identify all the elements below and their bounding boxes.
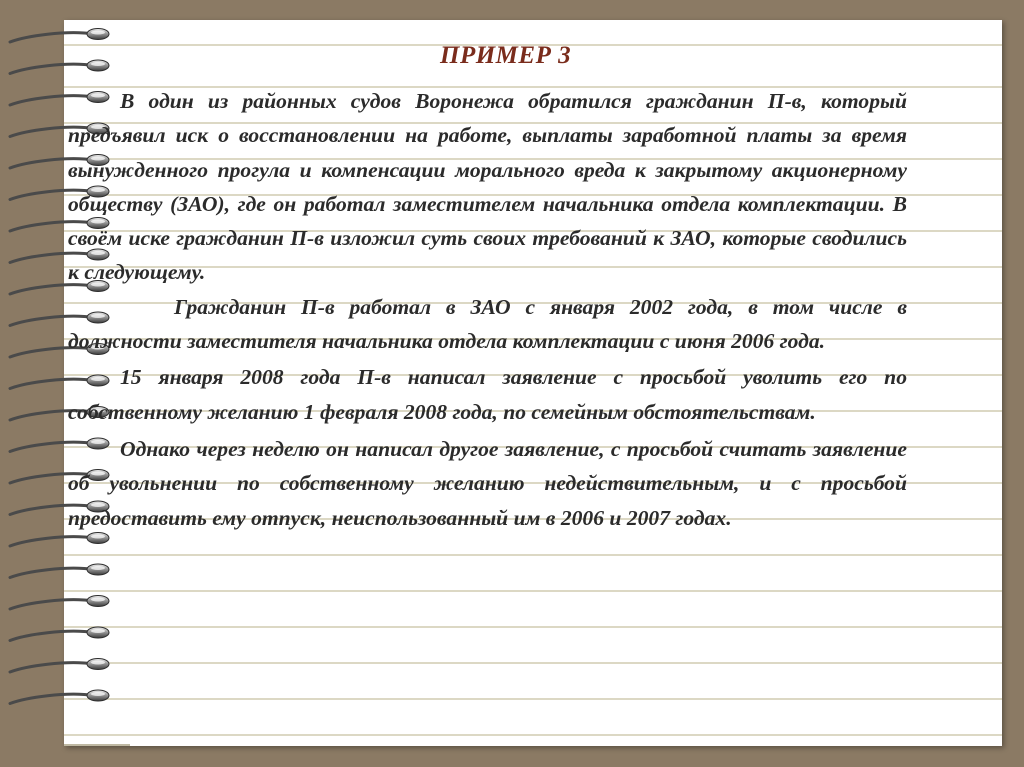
spiral-ring-icon xyxy=(10,60,109,74)
paragraph-1: В один из районных судов Воронежа обратился гражданин П-в, который предъявил иск о восстановлении на работе, выплаты заработной платы за время вынужденного прогула и компенсации морального вреда к закрытому акционерному обществу (ЗАО), где он работал заместителем начальника отдела комплектации. В своём иске гражданин П-в изложил суть своих требований к ЗАО, которые сводились к следующему. xyxy=(68,89,907,285)
spiral-ring-icon xyxy=(10,596,109,610)
spiral-ring-icon xyxy=(10,690,109,704)
spiral-ring-icon xyxy=(10,564,109,578)
paragraph-3: 15 января 2008 года П-в написал заявление с просьбой уволить его по собственному желанию 1 февраля 2008 года, по семейным обстоятельствам. xyxy=(68,365,907,424)
spiral-ring-icon xyxy=(10,627,109,641)
page-bottom-edge xyxy=(64,744,130,746)
spiral-ring-icon xyxy=(10,29,109,43)
spiral-ring-icon xyxy=(10,659,109,673)
page-title: ПРИМЕР 3 xyxy=(440,42,572,69)
document-body xyxy=(68,84,907,535)
paragraph-2: Гражданин П-в работал в ЗАО с января 2002 года, в том числе в должности заместителя начальника отдела комплектации с июня 2006 года. xyxy=(68,294,907,354)
paragraph-4: Однако через неделю он написал другое заявление, с просьбой считать заявление об увольнении по собственному желанию недействительным, и с просьбой предоставить ему отпуск, неиспользованный им в 2006 и 2007 годах. xyxy=(68,436,907,530)
